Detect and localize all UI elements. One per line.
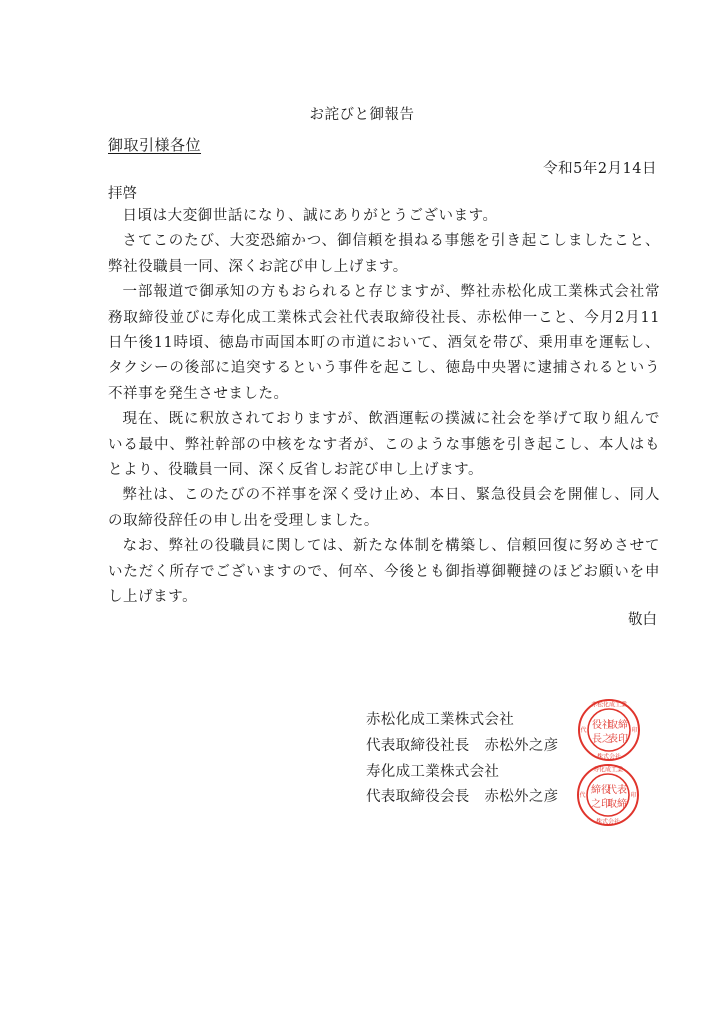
svg-text:表印: 表印: [608, 734, 628, 745]
svg-text:長之: 長之: [592, 734, 612, 745]
salutation: 拝啓: [108, 186, 137, 202]
svg-text:之印: 之印: [591, 799, 611, 810]
signature-company: 寿化成工業株式会社: [366, 763, 500, 780]
svg-text:締役: 締役: [591, 785, 611, 796]
signature-position: 代表取締役会長: [366, 789, 470, 806]
company-seal-icon: [577, 698, 641, 762]
company-seal-icon: [576, 763, 640, 827]
body-paragraph: 現在、既に釈放されておりますが、飲酒運転の撲滅に社会を挙げて取り組んでいる最中、弊社幹部の中核をなす者が、このような事態を引き起こし、本人はもとより、役職員一同、深く反省しお詫び申し上げます。: [108, 411, 660, 479]
document-title: お詫びと御報告: [309, 107, 415, 123]
svg-text:取締: 取締: [608, 720, 628, 731]
signature-title-line: [366, 785, 558, 811]
body-paragraph: 一部報道で御承知の方もおられると存じますが、弊社赤松化成工業株式会社常務取締役並びに寿化成工業株式会社代表取締役社長、赤松伸一こと、今月2月11日午後11時頃、徳島市両国本町の市道において、酒気を帯び、乗用車を運転し、タクシーの後部に追突するという事件を起こし、徳島中央署に逮捕されるという不祥事を発生させました。: [108, 284, 660, 402]
signature-company: 赤松化成工業株式会社: [366, 712, 514, 728]
svg-text:印: 印: [631, 727, 638, 734]
signature-name: 赤松外之彦: [484, 737, 559, 754]
signature-position: 代表取締役社長: [366, 737, 470, 754]
svg-text:印: 印: [630, 792, 637, 799]
signature-name: 赤松外之彦: [484, 789, 559, 806]
svg-text:寿化成工業: 寿化成工業: [592, 766, 624, 774]
letter-body: [108, 204, 660, 611]
recipient-line: 御取引様各位: [108, 136, 202, 154]
signature-title-line: [366, 734, 558, 760]
svg-text:代: 代: [580, 727, 587, 734]
signature-block: [366, 708, 558, 811]
svg-text:取締: 取締: [607, 799, 627, 810]
body-paragraph: 弊社は、このたびの不祥事を深く受け止め、本日、緊急役員会を開催し、同人の取締役辞任の申し出を受理しました。: [108, 487, 660, 529]
svg-text:代表: 代表: [607, 785, 627, 796]
svg-text:代: 代: [579, 792, 586, 799]
body-paragraph: さてこのたび、大変恐縮かつ、御信頼を損ねる事態を引き起こしましたこと、弊社役職員一同、深くお詫び申し上げます。: [108, 233, 660, 275]
closing-word: 敬白: [628, 612, 657, 628]
svg-text:役社: 役社: [592, 720, 612, 731]
svg-text:株式会社: 株式会社: [595, 818, 621, 826]
body-paragraph: なお、弊社の役職員に関しては、新たな体制を構築し、信頼回復に努めさせていただく所存でございますので、何卒、今後とも御指導御鞭撻のほどお願いを申し上げます。: [108, 538, 660, 606]
svg-text:赤松化成工業: 赤松化成工業: [590, 701, 628, 709]
body-paragraph: 日頃は大変御世話になり、誠にありがとうございます。: [122, 208, 498, 224]
document-date: 令和5年2月14日: [543, 161, 657, 177]
svg-text:株式会社: 株式会社: [596, 753, 622, 761]
